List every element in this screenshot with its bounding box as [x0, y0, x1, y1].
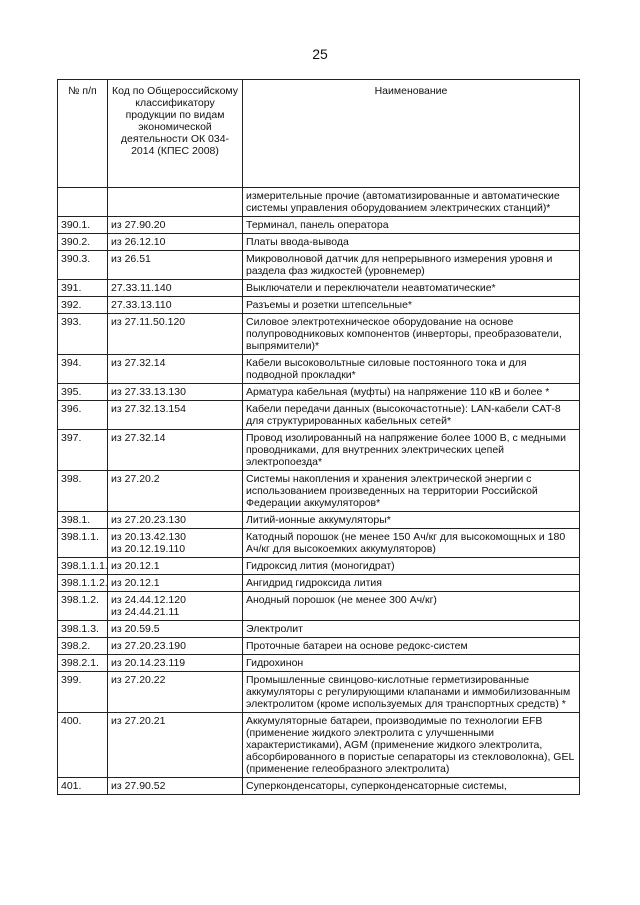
row-code: из 26.12.10 [108, 234, 243, 251]
table-row [58, 558, 580, 575]
row-num: 390.1. [58, 217, 108, 234]
header-name: Наименование [243, 80, 580, 188]
table-row [58, 638, 580, 655]
row-code: из 27.33.13.130 [108, 384, 243, 401]
row-num: 390.2. [58, 234, 108, 251]
row-code: из 20.14.23.119 [108, 655, 243, 672]
table-row [58, 234, 580, 251]
row-name: Разъемы и розетки штепсельные* [243, 297, 580, 314]
table-row [58, 430, 580, 471]
table-row [58, 217, 580, 234]
row-name: Провод изолированный на напряжение более 1000 В, с медными проводниками, для внутренних электрических цепей электропоезда* [243, 430, 580, 471]
table-row [58, 297, 580, 314]
row-code: из 27.32.14 [108, 355, 243, 384]
header-num: № п/п [58, 80, 108, 188]
table-row [58, 575, 580, 592]
row-code: из 27.32.13.154 [108, 401, 243, 430]
row-num: 393. [58, 314, 108, 355]
table-row [58, 314, 580, 355]
row-num: 398.1.1.1. [58, 558, 108, 575]
table-header-row [58, 80, 580, 188]
row-name: Силовое электротехническое оборудование на основе полупроводниковых компонентов (инверторы, преобразователи, выпрямители)* [243, 314, 580, 355]
row-num: 398.2. [58, 638, 108, 655]
row-name: Кабели передачи данных (высокочастотные): LAN-кабели CAT-8 для структурированных кабельных сетей* [243, 401, 580, 430]
row-num: 395. [58, 384, 108, 401]
table-row [58, 592, 580, 621]
header-code: Код по Общероссийскому классификатору продукции по видам экономической деятельности ОК 034-2014 (КПЕС 2008) [108, 80, 243, 188]
row-num: 390.3. [58, 251, 108, 280]
page-number: 25 [312, 46, 328, 62]
row-code: из 20.13.42.130 из 20.12.19.110 [108, 529, 243, 558]
row-code: из 20.12.1 [108, 575, 243, 592]
row-code: из 27.90.20 [108, 217, 243, 234]
row-name: измерительные прочие (автоматизированные и автоматические системы управления оборудованием электрических станций)* [243, 188, 580, 217]
row-code: из 24.44.12.120 из 24.44.21.11 [108, 592, 243, 621]
row-name: Литий-ионные аккумуляторы* [243, 512, 580, 529]
row-num: 401. [58, 778, 108, 795]
row-code: из 27.20.22 [108, 672, 243, 713]
row-num [58, 188, 108, 217]
row-num: 394. [58, 355, 108, 384]
row-code: из 20.12.1 [108, 558, 243, 575]
row-name: Электролит [243, 621, 580, 638]
row-num: 398.1.1.2. [58, 575, 108, 592]
table-row [58, 621, 580, 638]
row-name: Терминал, панель оператора [243, 217, 580, 234]
row-name: Микроволновой датчик для непрерывного измерения уровня и раздела фаз жидкостей (уровнемер) [243, 251, 580, 280]
table-row [58, 355, 580, 384]
row-num: 398. [58, 471, 108, 512]
row-code: 27.33.13.110 [108, 297, 243, 314]
table-row [58, 401, 580, 430]
row-num: 398.1. [58, 512, 108, 529]
row-code: из 26.51 [108, 251, 243, 280]
row-name: Суперконденсаторы, суперконденсаторные системы, [243, 778, 580, 795]
row-name: Проточные батареи на основе редокс-систем [243, 638, 580, 655]
row-code: из 27.20.2 [108, 471, 243, 512]
row-code [108, 188, 243, 217]
row-code: из 27.32.14 [108, 430, 243, 471]
row-num: 397. [58, 430, 108, 471]
table-row [58, 280, 580, 297]
row-code: из 27.11.50.120 [108, 314, 243, 355]
row-num: 391. [58, 280, 108, 297]
row-num: 398.1.2. [58, 592, 108, 621]
row-name: Аккумуляторные батареи, производимые по технологии EFB (применение жидкого электролита с улучшенными характеристиками), AGM (применение жидкого электролита, абсорбированного в пористые сепараторы из стекловолокна), GEL (применение гелеобразного электролита) [243, 713, 580, 778]
row-num: 392. [58, 297, 108, 314]
row-name: Выключатели и переключатели неавтоматические* [243, 280, 580, 297]
row-num: 399. [58, 672, 108, 713]
row-name: Арматура кабельная (муфты) на напряжение 110 кВ и более * [243, 384, 580, 401]
table-row [58, 672, 580, 713]
row-name: Системы накопления и хранения электрической энергии с использованием произведенных на территории Российской Федерации аккумуляторов* [243, 471, 580, 512]
table-row [58, 778, 580, 795]
product-table [57, 79, 580, 795]
row-code: из 27.20.23.190 [108, 638, 243, 655]
table-row [58, 529, 580, 558]
row-name: Кабели высоковольтные силовые постоянного тока и для подводной прокладки* [243, 355, 580, 384]
table-row [58, 655, 580, 672]
row-code: из 27.90.52 [108, 778, 243, 795]
table-row [58, 512, 580, 529]
row-num: 396. [58, 401, 108, 430]
row-name: Промышленные свинцово-кислотные герметизированные аккумуляторы с регулирующими клапанами и иммобилизованным электролитом (кроме используемых для транспортных средств) * [243, 672, 580, 713]
table-row [58, 713, 580, 778]
row-num: 400. [58, 713, 108, 778]
row-code: из 20.59.5 [108, 621, 243, 638]
row-code: из 27.20.23.130 [108, 512, 243, 529]
table-row [58, 188, 580, 217]
table-row [58, 471, 580, 512]
row-name: Анодный порошок (не менее 300 Ач/кг) [243, 592, 580, 621]
table-body [58, 188, 580, 795]
row-name: Платы ввода-вывода [243, 234, 580, 251]
row-name: Гидроксид лития (моногидрат) [243, 558, 580, 575]
row-code: из 27.20.21 [108, 713, 243, 778]
table-row [58, 251, 580, 280]
row-name: Катодный порошок (не менее 150 Ач/кг для высокомощных и 180 Ач/кг для высокоемких аккумуляторов) [243, 529, 580, 558]
row-num: 398.1.3. [58, 621, 108, 638]
row-num: 398.2.1. [58, 655, 108, 672]
table-row [58, 384, 580, 401]
row-code: 27.33.11.140 [108, 280, 243, 297]
row-name: Гидрохинон [243, 655, 580, 672]
row-num: 398.1.1. [58, 529, 108, 558]
row-name: Ангидрид гидроксида лития [243, 575, 580, 592]
